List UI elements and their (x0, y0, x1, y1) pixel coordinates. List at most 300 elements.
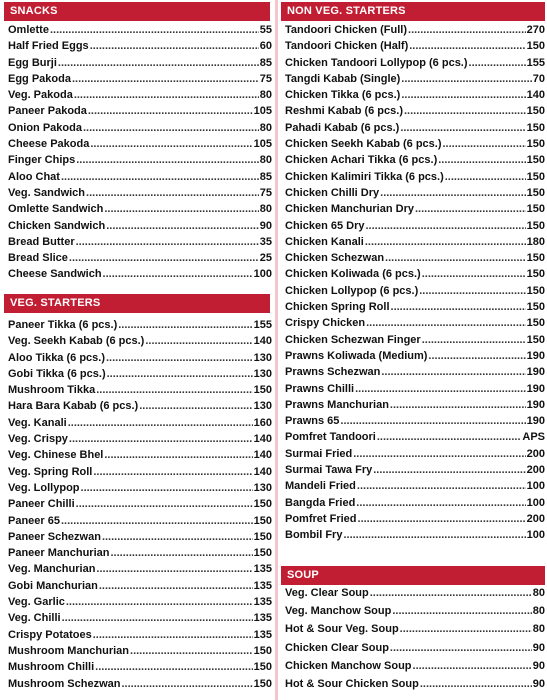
menu-item-name: Veg. Clear Soup (285, 587, 369, 599)
menu-item (4, 152, 272, 168)
menu-item-price: 105 (253, 138, 272, 151)
menu-item-price: 135 (253, 579, 272, 592)
menu-item-price: 130 (253, 351, 272, 364)
menu-item-name: Hara Bara Kabab (6 pcs.) (8, 400, 139, 413)
menu-item-name: Prawns Schezwan (285, 366, 381, 379)
menu-item-price: 190 (526, 382, 545, 395)
menu-item (4, 676, 272, 692)
dot-leader (110, 545, 252, 561)
dot-leader (422, 332, 526, 348)
dot-leader (443, 136, 526, 152)
menu-item (281, 511, 545, 527)
menu-item (4, 627, 272, 643)
dot-leader (88, 103, 253, 119)
menu-item-name: Paneer Chilli (8, 498, 75, 511)
menu-item-price: 80 (532, 623, 545, 636)
menu-item-price: 270 (526, 24, 545, 36)
menu-item-price: 150 (526, 186, 545, 199)
dot-leader (90, 38, 259, 54)
menu-item-name: Cheese Pakoda (8, 138, 90, 151)
menu-item-price: 100 (526, 529, 545, 542)
menu-item-price: 90 (532, 641, 545, 654)
menu-item (281, 120, 545, 136)
dot-leader (95, 659, 252, 675)
menu-item (4, 22, 272, 38)
menu-item-name: Veg. Sandwich (8, 186, 86, 199)
menu-item-name: Veg. Garlic (8, 596, 65, 609)
menu-item (281, 639, 545, 657)
dot-leader (392, 602, 531, 620)
menu-item-name: Tandoori Chicken (Full) (285, 24, 408, 36)
menu-item (281, 299, 545, 315)
menu-item (281, 250, 545, 266)
dot-leader (445, 169, 526, 185)
soup-list (281, 584, 545, 693)
menu-item-price: 150 (253, 644, 272, 657)
menu-item-price: 150 (526, 121, 545, 134)
menu-item-price: 150 (253, 677, 272, 690)
dot-leader (385, 250, 526, 266)
menu-item-price: 150 (526, 154, 545, 167)
menu-item (4, 447, 272, 463)
menu-item-price: 80 (259, 89, 272, 102)
menu-item-name: Veg. Manchow Soup (285, 605, 392, 618)
menu-item (281, 462, 545, 478)
menu-item-name: Veg. Lollypop (8, 481, 80, 494)
menu-item-price: 150 (526, 284, 545, 297)
non-veg-starters-list (281, 22, 545, 544)
menu-item-price: 100 (526, 496, 545, 509)
dot-leader (340, 413, 525, 429)
menu-item (281, 152, 545, 168)
menu-item-price: 160 (253, 416, 272, 429)
snacks-list (4, 22, 272, 283)
menu-item-price: 85 (259, 170, 272, 183)
menu-item (4, 266, 272, 282)
menu-item-name: Veg. Manchurian (8, 563, 96, 576)
menu-item (281, 169, 545, 185)
dot-leader (61, 169, 259, 185)
dot-leader (83, 120, 259, 136)
menu-item-name: Crispy Potatoes (8, 628, 92, 641)
menu-item-price: 25 (259, 252, 272, 265)
dot-leader (353, 446, 525, 462)
menu-item-name: Cheese Sandwich (8, 268, 102, 281)
dot-leader (145, 333, 252, 349)
menu-item (281, 283, 545, 299)
menu-item-price: 150 (253, 384, 272, 397)
menu-item-price: 150 (526, 138, 545, 151)
menu-item (4, 350, 272, 366)
dot-leader (422, 266, 526, 282)
menu-item-price: 80 (532, 605, 545, 618)
menu-item (281, 332, 545, 348)
menu-item-price: 190 (526, 366, 545, 379)
menu-item-price: 150 (253, 498, 272, 511)
dot-leader (365, 234, 526, 250)
menu-item-price: 150 (526, 268, 545, 281)
menu-item-price: 35 (259, 235, 272, 248)
menu-item (281, 218, 545, 234)
menu-item (4, 561, 272, 577)
menu-item-price: 75 (259, 72, 272, 85)
menu-item (4, 87, 272, 103)
menu-item-price: 155 (253, 319, 272, 331)
menu-item (4, 185, 272, 201)
menu-item-price: 90 (532, 659, 545, 672)
dot-leader (106, 218, 259, 234)
menu-item-name: Chicken Sandwich (8, 219, 106, 232)
menu-item (281, 201, 545, 217)
menu-item (281, 413, 545, 429)
menu-item-price: 200 (526, 464, 545, 477)
menu-item-price: 60 (259, 40, 272, 53)
menu-item-name: Bangda Fried (285, 496, 356, 509)
section-header-non-veg-starters: NON VEG. STARTERS (281, 2, 545, 21)
dot-leader (366, 315, 526, 331)
dot-leader (96, 561, 252, 577)
menu-item-name: Reshmi Kabab (6 pcs.) (285, 105, 403, 118)
menu-item-price: 130 (253, 481, 272, 494)
menu-item-name: Prawns 65 (285, 415, 340, 428)
menu-item-name: Veg. Chinese Bhel (8, 449, 104, 462)
dot-leader (50, 22, 259, 38)
menu-item-name: Onion Pakoda (8, 121, 82, 134)
menu-item-price: 75 (259, 186, 272, 199)
menu-item-name: Veg. Spring Roll (8, 465, 93, 478)
menu-item-name: Chicken Spring Roll (285, 301, 390, 314)
dot-leader (139, 398, 252, 414)
menu-item-price: 105 (253, 105, 272, 118)
dot-leader (390, 639, 532, 657)
menu-item-price: 90 (532, 677, 545, 690)
menu-item-name: Pomfret Fried (285, 512, 357, 525)
menu-item-price: 150 (526, 105, 545, 118)
menu-item-price: 70 (532, 72, 545, 85)
menu-item-name: Gobi Manchurian (8, 579, 98, 592)
menu-item (4, 136, 272, 152)
menu-item (4, 169, 272, 185)
menu-item-price: 130 (253, 367, 272, 380)
menu-item-name: Half Fried Eggs (8, 40, 89, 53)
menu-item (4, 382, 272, 398)
menu-item-name: Paneer Pakoda (8, 105, 87, 118)
menu-item (281, 675, 545, 693)
menu-item-name: Paneer 65 (8, 514, 60, 527)
dot-leader (62, 610, 253, 626)
dot-leader (408, 22, 526, 38)
dot-leader (81, 480, 253, 496)
dot-leader (93, 627, 253, 643)
dot-leader (358, 511, 526, 527)
menu-item (4, 250, 272, 266)
menu-item-price: 150 (526, 252, 545, 265)
menu-item-name: Chicken Chilli Dry (285, 186, 380, 199)
menu-item (281, 478, 545, 494)
menu-item-name: Pahadi Kabab (6 pcs.) (285, 121, 400, 134)
menu-item-price: 100 (526, 480, 545, 493)
menu-item-price: 140 (253, 465, 272, 478)
menu-item (281, 136, 545, 152)
menu-item (281, 584, 545, 602)
dot-leader (401, 71, 531, 87)
dot-leader (74, 87, 259, 103)
menu-item-name: Chicken Kanali (285, 235, 364, 248)
menu-item-price: 135 (253, 596, 272, 609)
menu-item-price: 150 (253, 514, 272, 527)
menu-item-name: Mushroom Schezwan (8, 677, 121, 690)
dot-leader (400, 120, 525, 136)
menu-item (4, 218, 272, 234)
dot-leader (355, 381, 526, 397)
menu-item-name: Chicken Manchurian Dry (285, 203, 414, 216)
menu-item (281, 348, 545, 364)
menu-item (4, 480, 272, 496)
menu-item-name: Chicken Tikka (6 pcs.) (285, 89, 401, 102)
menu-item-name: Surmai Fried (285, 447, 353, 460)
menu-item-price: 150 (526, 219, 545, 232)
menu-item (281, 381, 545, 397)
column-divider (275, 0, 278, 700)
menu-item (4, 333, 272, 349)
dot-leader (107, 366, 253, 382)
menu-item-name: Mandeli Fried (285, 480, 356, 493)
dot-leader (356, 495, 525, 511)
dot-leader (401, 87, 525, 103)
menu-item (4, 594, 272, 610)
menu-item (4, 643, 272, 659)
dot-leader (365, 218, 525, 234)
dot-leader (104, 201, 258, 217)
menu-item (4, 659, 272, 675)
menu-item (281, 87, 545, 103)
dot-leader (61, 513, 253, 529)
dot-leader (106, 350, 253, 366)
dot-leader (96, 382, 252, 398)
menu-item-price: 150 (526, 40, 545, 53)
menu-item-price: 200 (526, 447, 545, 460)
dot-leader (381, 364, 525, 380)
menu-item-price: 190 (526, 415, 545, 428)
dot-leader (419, 283, 525, 299)
menu-item-name: Prawns Koliwada (Medium) (285, 349, 428, 362)
menu-item (281, 38, 545, 54)
dot-leader (377, 429, 522, 445)
dot-leader (370, 584, 532, 602)
dot-leader (76, 234, 259, 250)
dot-leader (68, 415, 253, 431)
menu-item-price: 150 (253, 547, 272, 560)
menu-item (281, 495, 545, 511)
menu-item-name: Veg. Pakoda (8, 89, 73, 102)
menu-item-name: Gobi Tikka (6 pcs.) (8, 367, 106, 380)
menu-item (4, 415, 272, 431)
menu-item (4, 120, 272, 136)
dot-leader (90, 136, 252, 152)
dot-leader (391, 299, 526, 315)
menu-item-price: 135 (253, 612, 272, 625)
menu-item (281, 234, 545, 250)
menu-item (4, 610, 272, 626)
menu-item (4, 431, 272, 447)
menu-item (281, 620, 545, 638)
menu-item-price: 150 (253, 530, 272, 543)
dot-leader (86, 185, 259, 201)
menu-item-price: 80 (259, 203, 272, 216)
menu-item-price: 135 (253, 563, 272, 576)
dot-leader (72, 71, 259, 87)
dot-leader (420, 675, 532, 693)
menu-item-name: Chicken Achari Tikka (6 pcs.) (285, 154, 438, 167)
menu-item-name: Egg Pakoda (8, 72, 71, 85)
menu-item-name: Chicken Koliwada (6 pcs.) (285, 268, 421, 281)
dot-leader (93, 464, 252, 480)
menu-item-name: Chicken Schezwan (285, 252, 385, 265)
menu-item-name: Aloo Tikka (6 pcs.) (8, 351, 105, 364)
menu-item-name: Prawns Manchurian (285, 398, 389, 411)
menu-item (281, 185, 545, 201)
menu-item-price: 140 (253, 433, 272, 446)
menu-item-name: Tandoori Chicken (Half) (285, 40, 409, 53)
menu-item-name: Paneer Manchurian (8, 547, 110, 560)
dot-leader (357, 478, 526, 494)
menu-item-price: 150 (526, 317, 545, 330)
menu-item-name: Chicken 65 Dry (285, 219, 365, 232)
menu-item-price: 130 (253, 400, 272, 413)
menu-item-price: 55 (259, 24, 272, 36)
menu-item (281, 446, 545, 462)
menu-item-name: Mushroom Chilli (8, 661, 95, 674)
menu-item-price: 190 (526, 398, 545, 411)
dot-leader (438, 152, 525, 168)
menu-item-price: 150 (526, 170, 545, 183)
menu-item-price: 155 (526, 56, 545, 69)
menu-item-price: 140 (253, 449, 272, 462)
menu-item-name: Hot & Sour Veg. Soup (285, 623, 399, 636)
menu-item-price: 200 (526, 512, 545, 525)
menu-item-name: Chicken Manchow Soup (285, 659, 412, 672)
menu-item-name: Surmai Tawa Fry (285, 464, 373, 477)
menu-item-price: 150 (253, 661, 272, 674)
menu-item-name: Finger Chips (8, 154, 76, 167)
menu-item-name: Bombil Fry (285, 529, 343, 542)
menu-item (281, 71, 545, 87)
dot-leader (69, 431, 253, 447)
dot-leader (404, 103, 526, 119)
menu-item-price: 85 (259, 56, 272, 69)
menu-item (281, 429, 545, 445)
menu-item (281, 527, 545, 543)
menu-item-name: Mushroom Manchurian (8, 644, 130, 657)
dot-leader (343, 527, 525, 543)
menu-item-name: Chicken Tandoori Lollypop (6 pcs.) (285, 56, 468, 69)
dot-leader (99, 578, 253, 594)
menu-item (4, 234, 272, 250)
menu-item-name: Bread Slice (8, 252, 68, 265)
dot-leader (380, 185, 526, 201)
dot-leader (76, 152, 259, 168)
section-header-veg-starters: VEG. STARTERS (4, 294, 270, 313)
menu-item (281, 22, 545, 38)
menu-item-name: Tangdi Kabab (Single) (285, 72, 401, 85)
dot-leader (58, 55, 259, 71)
dot-leader (102, 529, 253, 545)
menu-item (281, 364, 545, 380)
menu-item (4, 317, 272, 333)
menu-item-price: 135 (253, 628, 272, 641)
menu-item (281, 602, 545, 620)
menu-item (4, 71, 272, 87)
dot-leader (413, 657, 532, 675)
menu-item-price: 140 (526, 89, 545, 102)
menu-item-price: 80 (259, 121, 272, 134)
dot-leader (400, 620, 532, 638)
section-header-snacks: SNACKS (4, 2, 270, 21)
menu-item (4, 103, 272, 119)
menu-item (4, 545, 272, 561)
dot-leader (409, 38, 525, 54)
dot-leader (121, 676, 252, 692)
menu-item-name: Chicken Seekh Kabab (6 pcs.) (285, 138, 442, 151)
dot-leader (103, 266, 253, 282)
menu-item (4, 529, 272, 545)
menu-item (4, 201, 272, 217)
menu-item-name: Chicken Schezwan Finger (285, 333, 421, 346)
dot-leader (469, 55, 526, 71)
menu-item-name: Bread Butter (8, 235, 75, 248)
menu-item-price: 150 (526, 301, 545, 314)
dot-leader (130, 643, 253, 659)
menu-item-name: Paneer Tikka (6 pcs.) (8, 319, 118, 331)
menu-item-price: 140 (253, 335, 272, 348)
dot-leader (373, 462, 525, 478)
menu-item-name: Mushroom Tikka (8, 384, 96, 397)
dot-leader (415, 201, 526, 217)
menu-item-name: Chicken Kalimiri Tikka (6 pcs.) (285, 170, 444, 183)
menu-item-name: Crispy Chicken (285, 317, 366, 330)
menu-item-price: 80 (532, 587, 545, 599)
menu-item-name: Aloo Chat (8, 170, 60, 183)
menu-item-name: Veg. Crispy (8, 433, 68, 446)
menu-item-name: Chicken Lollypop (6 pcs.) (285, 284, 419, 297)
veg-starters-list (4, 317, 272, 692)
dot-leader (66, 594, 253, 610)
menu-item-price: 150 (526, 333, 545, 346)
menu-item-name: Chicken Clear Soup (285, 641, 389, 654)
menu-item (4, 578, 272, 594)
menu-item (4, 55, 272, 71)
menu-item-name: Omlette Sandwich (8, 203, 104, 216)
menu-item-name: Pomfret Tandoori (285, 431, 376, 444)
menu-item-price: 80 (259, 154, 272, 167)
dot-leader (104, 447, 252, 463)
menu-item (4, 513, 272, 529)
menu-item-price: 90 (259, 219, 272, 232)
section-header-soup: SOUP (281, 566, 545, 585)
dot-leader (69, 250, 259, 266)
menu-item (281, 103, 545, 119)
dot-leader (390, 397, 526, 413)
menu-item-price: 190 (526, 349, 545, 362)
menu-item-price: 100 (253, 268, 272, 281)
dot-leader (76, 496, 253, 512)
menu-item (4, 398, 272, 414)
menu-item-price: 180 (526, 235, 545, 248)
menu-item (4, 464, 272, 480)
menu-item-price: APS (522, 431, 545, 444)
menu-item (281, 266, 545, 282)
dot-leader (428, 348, 525, 364)
